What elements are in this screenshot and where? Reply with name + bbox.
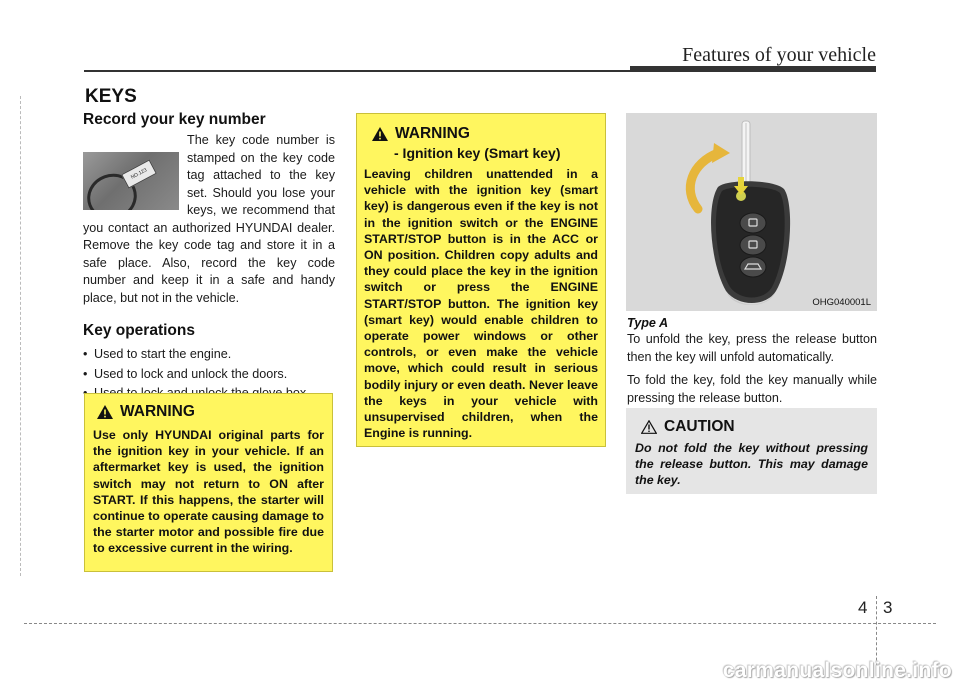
key-fob-figure — [626, 113, 877, 311]
warning-box-aftermarket — [84, 393, 333, 572]
fold-instructions: To fold the key, fold the key manually while pressing the release button. — [627, 373, 877, 405]
footer-rule — [24, 623, 936, 624]
key-fob-illustration — [626, 113, 877, 311]
operations-heading: Key operations — [83, 322, 195, 339]
list-item: • Used to start the engine. — [83, 345, 335, 365]
warning-icon — [97, 405, 113, 419]
watermark: carmanualsonline.info — [722, 659, 952, 682]
record-column — [83, 110, 335, 404]
caution-icon — [641, 420, 657, 434]
warning-title-row — [372, 125, 598, 143]
left-margin-line — [20, 96, 21, 576]
warning-title: WARNING — [395, 125, 470, 142]
header-rule-accent — [630, 66, 876, 72]
caution-text: Do not fold the key without pressing the release button. This may damage the key. — [635, 441, 868, 488]
figure-id: OHG040001L — [812, 297, 871, 308]
unfold-instructions: To unfold the key, press the release button then the key will unfold automatically. — [627, 332, 877, 364]
warning-icon — [372, 127, 388, 141]
warning-text: Use only HYUNDAI original parts for the ignition key in your vehicle. If an aftermarket key is used, the ignition switch may not return to ON after START. If this happens, the starter will continue to operate causing damage to the starter motor and possible fire due to excessive current in the wiring. — [93, 428, 324, 556]
key-tag-photo — [83, 152, 179, 210]
record-heading: Record your key number — [83, 111, 266, 128]
type-label: Type A — [627, 316, 669, 330]
section-title: KEYS — [85, 86, 137, 107]
caution-box — [626, 408, 877, 494]
caution-title: CAUTION — [664, 418, 735, 435]
key-code-tag: NO.123 — [121, 159, 157, 188]
type-a-text — [627, 331, 877, 413]
header-title: Features of your vehicle — [682, 44, 876, 66]
warning-subtitle: - Ignition key (Smart key) — [394, 145, 561, 161]
page-number: 3 — [883, 598, 893, 617]
warning-title-row — [97, 403, 324, 421]
warning-title: WARNING — [120, 403, 195, 420]
chapter-number: 4 — [858, 598, 868, 617]
warning-box-smart-key — [356, 113, 606, 447]
record-paragraph: The key code number is stamped on the key code tag attached to the key set. Should you lose your keys, we recommend that you contact an authorized HYUNDAI dealer. Remove the key code tag and store it in a safe place. Also, record the key code number and keep it in a safe and handy place, but not in the vehicle. — [83, 133, 335, 305]
caution-title-row — [641, 418, 868, 436]
list-item: • Used to lock and unlock the doors. — [83, 365, 335, 385]
warning-text: Leaving children unattended in a vehicle with the ignition key (smart key) is dangerous even if the key is not in the ignition switch or the ENGINE START/STOP button is in the ACC or ON position. Children copy adults and they could place the key in the ignition switch or press the ENGINE START/STOP button. The ignition key (smart key) would enable children to operate power windows or other controls, or even make the vehicle move, which could result in serious bodily injury or even death. Never leave the keys in your vehicle with unsupervised children, when the Engine is running. — [364, 167, 598, 441]
